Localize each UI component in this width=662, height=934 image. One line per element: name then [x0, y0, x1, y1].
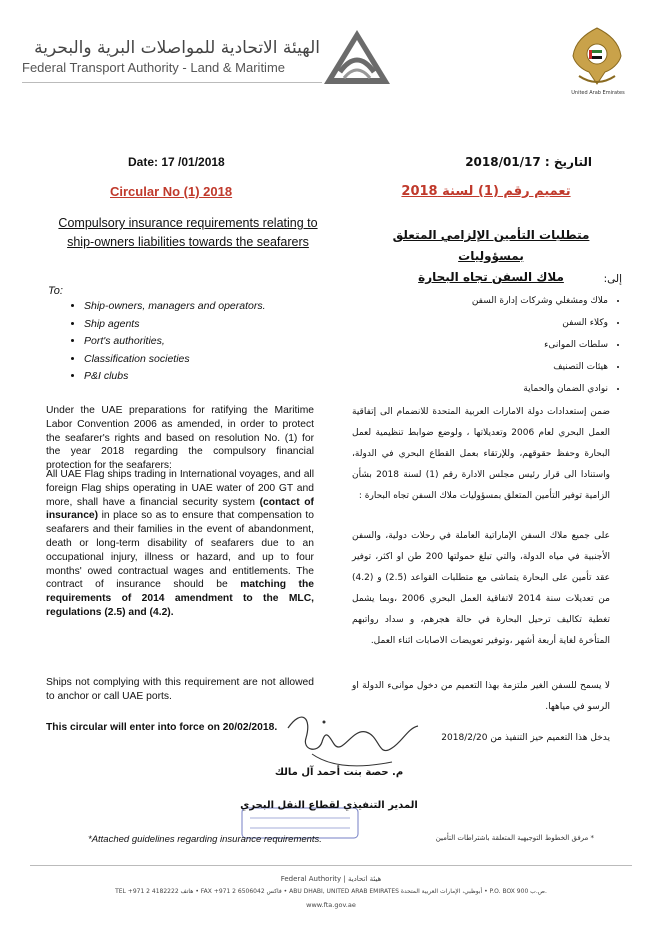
authority-name-english: Federal Transport Authority - Land & Maritime: [22, 60, 286, 75]
list-item: • Ship agents: [84, 316, 364, 334]
signatory-title: المدير التنفيذي لقطاع النقل البحري: [240, 800, 418, 811]
body-paragraph-compliance-arabic: لا يسمح للسفن الغير ملتزمة بهذا التعميم من دخول موانىء الدولة او الرسو في مياهها.: [352, 681, 610, 712]
date-arabic: التاريخ : 2018/01/17: [465, 155, 592, 169]
body-paragraph-requirement-english: [46, 468, 314, 620]
signature-scribble-icon: [282, 698, 422, 778]
list-item: • Port's authorities,: [84, 333, 364, 351]
circular-number-arabic: تعميم رقم (1) لسنة 2018: [401, 184, 571, 199]
list-item: • Classification societies: [84, 351, 364, 369]
recipients-label-arabic: إلى:: [603, 273, 622, 285]
body-paragraph-requirement-arabic: على جميع ملاك السفن الإماراتية العاملة في رحلات دولية، والسفن الأجنبية في مياه الدولة، والتي تبلغ حمولتها 200 طن او اكثر، توفير عقد تأمين على البحارة يتماشى مع متطلبات القواعد (2.5) و (4.2) من تعديلات سنة 2014 لاتفاقية العمل البحري 2006 ،وبما يشمل تغطية تكاليف ترحيل البحارة في حالة هجرهم، و سداد رواتبهم المتأخرة لغاية أربعة أشهر ،وتوفير تعويضات الاصابات اثناء العمل.: [352, 531, 610, 646]
list-item: • وكلاء السفن: [390, 312, 608, 334]
body-paragraph-compliance-english: Ships not complying with this requirement are not allowed to anchor or call UAE ports.: [46, 677, 314, 702]
list-item: • ملاك ومشغلي وشركات إدارة السفن: [390, 290, 608, 312]
requirement-text: All UAE Flag ships trading in International voyages, and all foreign Flag ships operating in UAE water of 200 GT and more, shall have a financial security system: [46, 469, 314, 508]
requirement-text: in place so as to ensure that compensation to seafarers and their families in the event of abandonment, death or long-term disability of seafarers due to an occupational injury, illness or hazard, and up to four months' owed contractual wages and entitlements. The contract of insurance should be: [46, 510, 314, 591]
subject-arabic-line1: متطلبات التأمين الإلزامي المتعلق بمسؤوليات: [392, 228, 590, 263]
uae-emblem-icon: [565, 24, 629, 90]
list-item: • هيئات التصنيف: [390, 356, 608, 378]
attachment-note-arabic: * مرفق الخطوط التوجيهية المتعلقة باشتراطات التأمين: [435, 834, 594, 842]
date-english: Date: 17 /01/2018: [128, 155, 225, 169]
emblem-caption: United Arab Emirates: [571, 90, 625, 96]
body-paragraph-intro-english: Under the UAE preparations for ratifying the Maritime Labor Convention 2006 as amended, in order to protect the seafarer's rights and based on resolution No. (1) for the year 2018 regarding the compulsory financial protection for the seafarers:: [46, 405, 314, 472]
requirement-emphasis: matching the requirements of 2014 amendment to the MLC, regulations (2.5) and (4.2).: [46, 579, 314, 618]
recipients-list-english: [48, 298, 364, 386]
list-item: • نوادي الضمان والحماية: [390, 378, 608, 400]
requirement-emphasis: (contact of insurance): [46, 496, 314, 522]
list-item: • Ship-owners, managers and operators.: [84, 298, 364, 316]
footer-address: TEL +971 2 4182222 هاتف • FAX +971 2 6506042 فاكس • ABU DHABI, UNITED ARAB EMIRATES أبوظبي، الإمارات العربية المتحدة • P.O. BOX 900 ص.ب.: [115, 888, 547, 895]
footer-divider: [30, 865, 632, 866]
recipients-label-english: To:: [48, 285, 63, 297]
recipients-list-arabic: [390, 290, 626, 400]
fta-logo-icon: [322, 28, 392, 86]
footer-website-link[interactable]: www.fta.gov.ae: [306, 901, 356, 909]
effective-date-arabic: يدخل هذا التعميم حيز التنفيذ من 2018/2/20: [441, 733, 610, 743]
subject-english: Compulsory insurance requirements relating to ship-owners liabilities towards the seafarers: [58, 216, 318, 249]
effective-date-english: This circular will enter into force on 20/02/2018.: [46, 722, 278, 733]
subject-arabic-line2: ملاك السفن تجاه البحارة: [418, 270, 564, 284]
list-item: • سلطات الموانىء: [390, 334, 608, 356]
authority-name-arabic: الهيئة الاتحادية للمواصلات البرية والبحرية: [34, 38, 320, 58]
subject-arabic: [360, 225, 622, 288]
body-paragraph-intro-arabic: ضمن إستعدادات دولة الامارات العربية المتحدة للانضمام الى إتفاقية العمل البحري لعام 2006 وتعديلاتها ، ولوضع ضوابط تنظيمية لعمل البحارة وحفظ حقوقهم، وللإرتقاء بعمل القطاع البحري في الدولة، واستنادا الى قرار رئيس مجلس الادارة رقم (1) لسنة 2018 بشأن الزامية توفير التأمين المتعلق بمسؤوليات ملاك السفن تجاه البحارة :: [352, 407, 611, 501]
list-item: • P&I clubs: [84, 368, 364, 386]
circular-number-english: Circular No (1) 2018: [110, 184, 233, 199]
footer-organization: Federal Authority | هيئة اتحادية: [280, 875, 382, 883]
header-divider: [22, 82, 322, 83]
signatory-name: م. حصة بنت أحمد آل مالك: [274, 767, 404, 778]
attachment-note-english: *Attached guidelines regarding insurance requirements.: [88, 834, 322, 845]
